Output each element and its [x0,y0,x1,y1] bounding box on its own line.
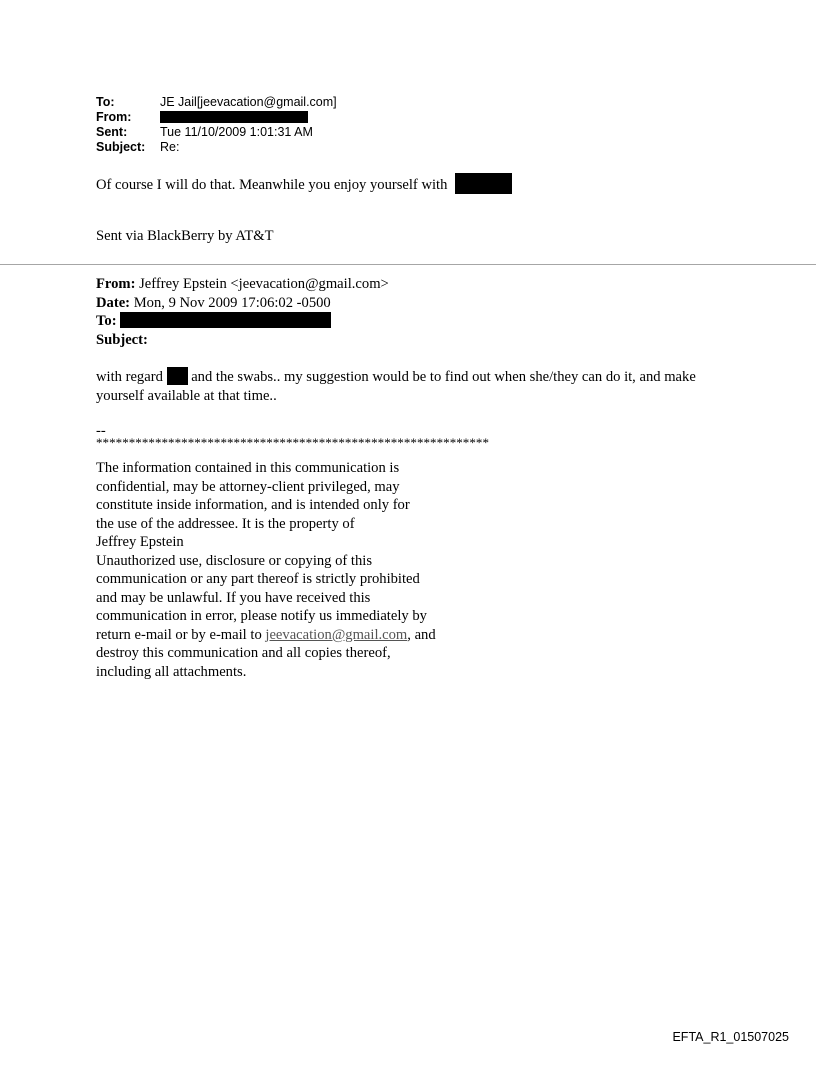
original-date-row [96,294,716,313]
to-label: To: [96,95,115,109]
sent-row [96,125,696,140]
signature-stars: ************************************************************ [96,435,489,450]
reply-email-header [96,95,696,155]
original-from-label: From: [96,276,136,292]
original-from-row [96,275,716,294]
email-link[interactable]: jeevacation@gmail.com [265,626,408,643]
original-date-label: Date: [96,294,131,311]
original-email-header [96,275,716,349]
from-row [96,110,696,125]
original-to-row [96,312,716,331]
redaction-box [455,173,512,194]
to-value: JE Jail[jeevacation@gmail.com] [160,95,337,109]
disclaimer-text-1: The information contained in this communication is confidential, may be attorney-client privileged, may constitute inside information, and is intended only for the use of the addressee. It is the property of Jeffrey Epstein Unauthorized use, disclosure or copying of this communication or any part thereof is strictly prohibited and may be unlawful. If you have received this communication in error, please notify us immediately by return e-mail or by e-mail to [96,460,427,643]
original-body-text-1: with regard [96,369,163,385]
original-subject-label: Subject: [96,331,148,348]
disclaimer-text-2: , and destroy this communication and all copies thereof, including all attachments. [96,626,436,680]
original-date-value: Mon, 9 Nov 2009 17:06:02 -0500 [133,294,331,311]
sent-label: Sent: [96,125,128,139]
message-divider [0,264,816,265]
sent-value: Tue 11/10/2009 1:01:31 AM [160,125,313,139]
redaction-box [120,312,331,328]
reply-signature: Sent via BlackBerry by AT&T [96,228,274,244]
original-to-label: To: [96,313,117,329]
original-body [96,367,736,405]
original-body-text-2: and the swabs.. my suggestion would be to find out when she/they can do it, and make yourself available at that time.. [96,369,696,404]
confidentiality-disclaimer [96,459,516,681]
to-row [96,95,696,110]
document-id: EFTA_R1_01507025 [672,1030,789,1044]
signature-dashes: -- [96,423,106,439]
reply-body-text: Of course I will do that. Meanwhile you enjoy yourself with [96,177,448,193]
redaction-box [160,111,308,123]
original-from-value: Jeffrey Epstein <jeevacation@gmail.com> [139,276,389,292]
redaction-box [167,367,188,385]
subject-value: Re: [160,140,180,154]
original-subject-row [96,331,716,350]
subject-label: Subject: [96,140,146,154]
subject-row [96,140,696,155]
reply-body [96,173,736,195]
from-label: From: [96,110,132,124]
